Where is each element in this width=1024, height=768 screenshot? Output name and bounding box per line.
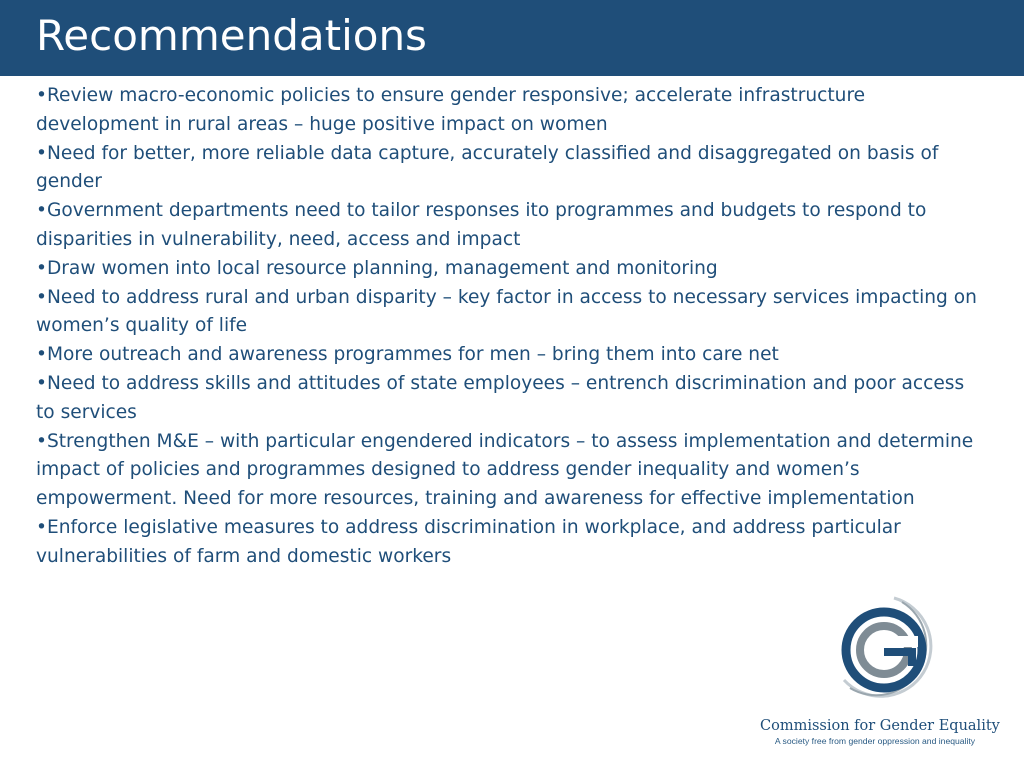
org-name: Commission for Gender Equality [760,718,1000,734]
bullet-item: •Need to address rural and urban disparity – key factor in access to necessary services impacting on women’s quality of life [36,286,977,337]
bullet-item: •Review macro-economic policies to ensure gender responsive; accelerate infrastructure development in rural areas – huge positive impact on women [36,85,866,135]
cge-logo-icon [830,592,942,704]
title-bar [0,0,1024,76]
bullet-item: •Need to address skills and attitudes of state employees – entrench discrimination and poor access to services [36,372,965,423]
bullet-item: •Government departments need to tailor responses ito programmes and budgets to respond to disparities in vulnerability, need, access and impact [36,200,927,250]
bullet-item: •Enforce legislative measures to address discrimination in workplace, and address particular vulnerabilities of farm and domestic workers [36,516,901,567]
slide-title: Recommendations [36,11,427,60]
org-tagline: A society free from gender oppression and inequality [774,736,976,746]
bullet-item: •Strengthen M&E – with particular engendered indicators – to assess implementation and determine impact of policies and programmes designed to address gender inequality and women’s empowerment. Need for more resources, training and awareness for effective implementation [36,430,974,510]
bullet-item: •Need for better, more reliable data capture, accurately classified and disaggregated on basis of gender [36,142,939,193]
bullet-item: •Draw women into local resource planning, management and monitoring [36,257,718,279]
cge-logo [760,592,1000,752]
recommendations-list [36,82,986,572]
bullet-item: •More outreach and awareness programmes for men – bring them into care net [36,344,779,366]
